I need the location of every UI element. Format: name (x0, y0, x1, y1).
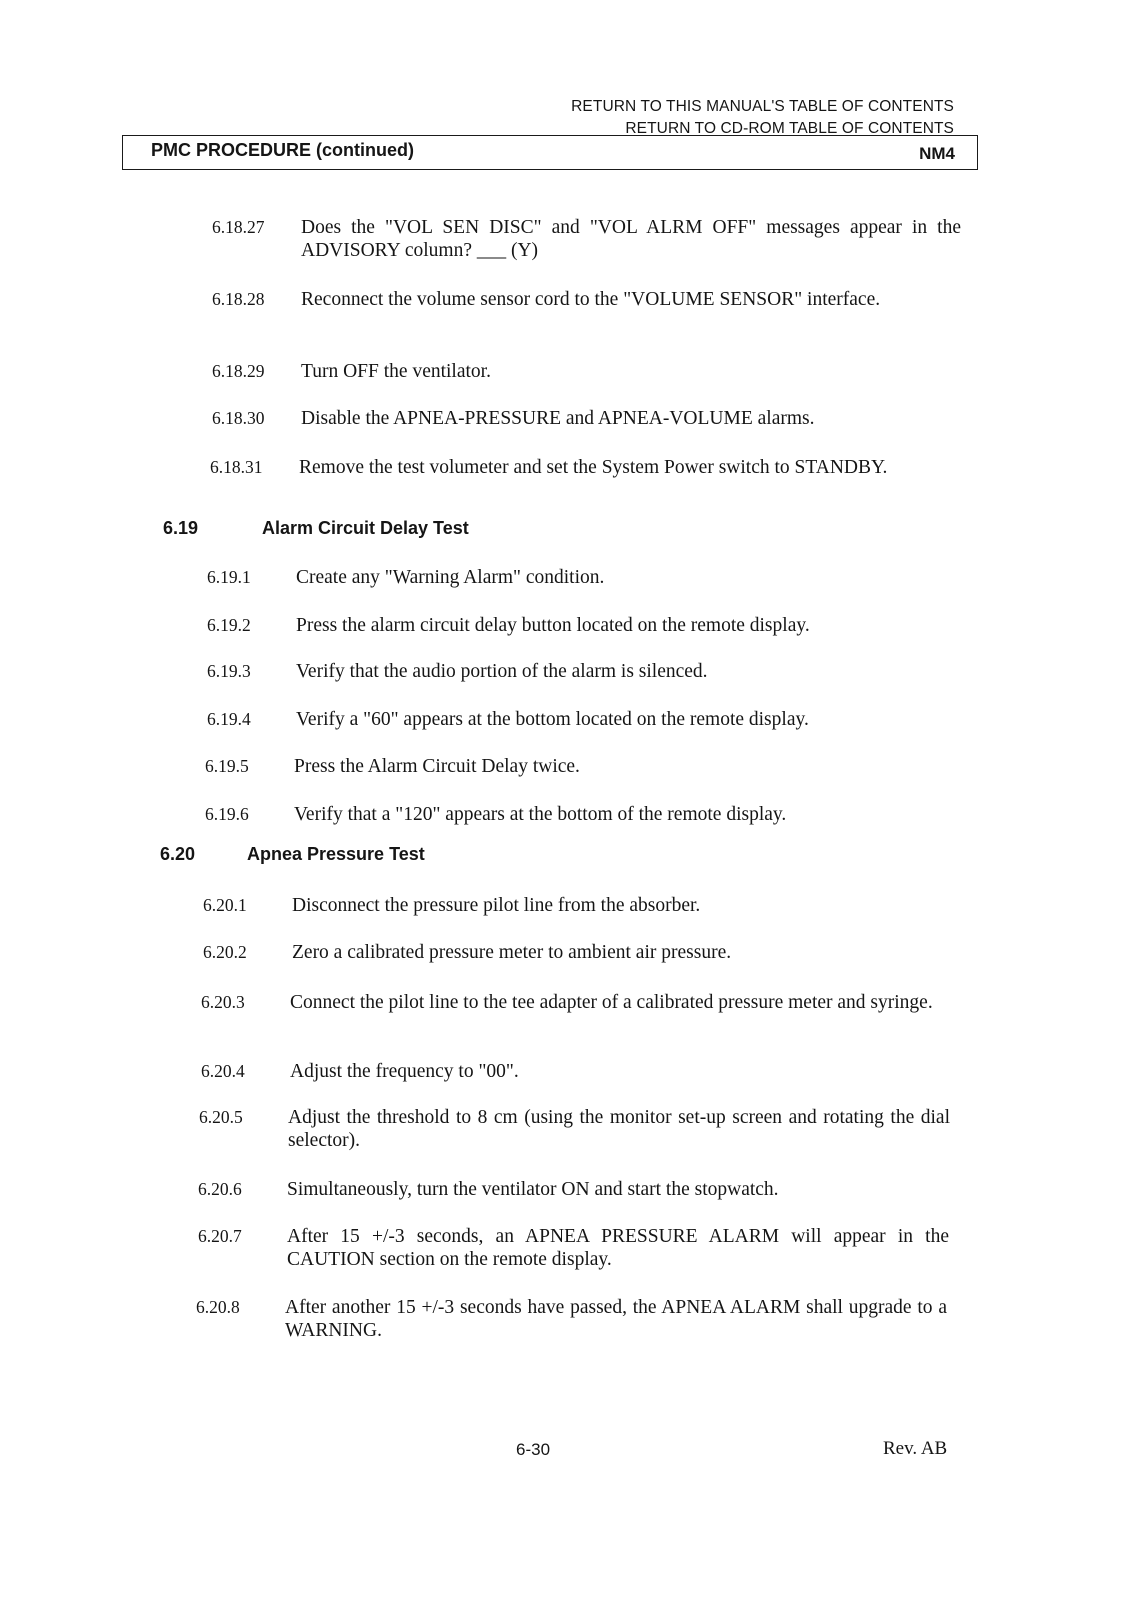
step-item (210, 456, 962, 504)
step-number: 6.20.3 (201, 992, 245, 1012)
step-number: 6.20.1 (203, 895, 247, 915)
section-number: 6.19 (163, 518, 199, 538)
step-item (203, 894, 955, 918)
section-heading (163, 518, 563, 542)
step-text: Verify a "60" appears at the bottom located on the remote display. (296, 709, 809, 730)
step-item (198, 1178, 950, 1202)
step-number: 6.19.2 (207, 615, 251, 635)
step-item (203, 941, 955, 965)
step-item (205, 755, 955, 779)
step-text: Verify that a "120" appears at the bottom of the remote display. (294, 804, 787, 825)
toc-links (571, 96, 954, 140)
step-item (201, 1060, 953, 1084)
step-text: Adjust the frequency to "00". (290, 1061, 519, 1082)
step-number: 6.19.3 (207, 661, 251, 681)
page-number: 6-30 (516, 1440, 551, 1459)
step-number: 6.19.1 (207, 567, 251, 587)
header-title: PMC PROCEDURE (continued) (151, 140, 414, 160)
step-number: 6.20.4 (201, 1061, 245, 1081)
step-text: Zero a calibrated pressure meter to ambient air pressure. (292, 942, 732, 963)
step-number: 6.19.4 (207, 709, 251, 729)
step-item (198, 1225, 950, 1273)
step-number: 6.18.28 (212, 289, 265, 309)
cdrom-toc-link[interactable]: RETURN TO CD-ROM TABLE OF CONTENTS (625, 120, 954, 137)
section-title: Alarm Circuit Delay Test (262, 518, 469, 538)
step-item (207, 660, 957, 684)
step-item (199, 1106, 951, 1154)
step-text: Create any "Warning Alarm" condition. (296, 567, 605, 588)
step-item (212, 360, 962, 384)
step-item (212, 288, 962, 336)
step-text: Remove the test volumeter and set the System Power switch to STANDBY. (299, 457, 888, 478)
section-header-box (122, 135, 978, 170)
header-code: NM4 (919, 144, 955, 163)
step-text: After 15 +/-3 seconds, an APNEA PRESSURE ALARM will appear in the CAUTION section on the remote display. (287, 1226, 949, 1270)
manual-toc-link[interactable]: RETURN TO THIS MANUAL'S TABLE OF CONTENTS (571, 98, 954, 115)
step-text: After another 15 +/-3 seconds have passed, the APNEA ALARM shall upgrade to a WARNING. (285, 1297, 947, 1341)
step-item (212, 407, 962, 431)
step-number: 6.20.5 (199, 1107, 243, 1127)
step-text: Disable the APNEA-PRESSURE and APNEA-VOLUME alarms. (301, 408, 815, 429)
step-number: 6.20.6 (198, 1179, 242, 1199)
step-item (212, 216, 962, 264)
step-number: 6.18.27 (212, 217, 265, 237)
step-text: Press the alarm circuit delay button located on the remote display. (296, 615, 810, 636)
step-item (207, 614, 957, 638)
step-number: 6.19.5 (205, 756, 249, 776)
step-text: Turn OFF the ventilator. (301, 361, 491, 382)
step-text: Adjust the threshold to 8 cm (using the monitor set-up screen and rotating the dial selector). (288, 1107, 950, 1151)
step-text: Does the "VOL SEN DISC" and "VOL ALRM OFF" messages appear in the ADVISORY column? ___ (Y) (301, 217, 961, 261)
step-text: Simultaneously, turn the ventilator ON and start the stopwatch. (287, 1179, 779, 1200)
step-number: 6.20.7 (198, 1226, 242, 1246)
step-item (207, 708, 957, 732)
section-number: 6.20 (160, 844, 196, 864)
step-item (201, 991, 953, 1039)
step-text: Press the Alarm Circuit Delay twice. (294, 756, 580, 777)
step-number: 6.19.6 (205, 804, 249, 824)
step-item (207, 566, 957, 590)
step-number: 6.18.29 (212, 361, 265, 381)
step-number: 6.18.31 (210, 457, 263, 477)
step-number: 6.20.8 (196, 1297, 240, 1317)
step-item (196, 1296, 948, 1344)
step-text: Verify that the audio portion of the alarm is silenced. (296, 661, 708, 682)
section-heading (160, 844, 560, 868)
step-text: Reconnect the volume sensor cord to the "VOLUME SENSOR" interface. (301, 289, 881, 310)
step-number: 6.20.2 (203, 942, 247, 962)
step-item (205, 803, 955, 827)
revision-label: Rev. AB (883, 1438, 948, 1459)
step-text: Disconnect the pressure pilot line from the absorber. (292, 895, 701, 916)
step-text: Connect the pilot line to the tee adapter of a calibrated pressure meter and syringe. (290, 992, 933, 1013)
step-number: 6.18.30 (212, 408, 265, 428)
section-title: Apnea Pressure Test (247, 844, 425, 864)
